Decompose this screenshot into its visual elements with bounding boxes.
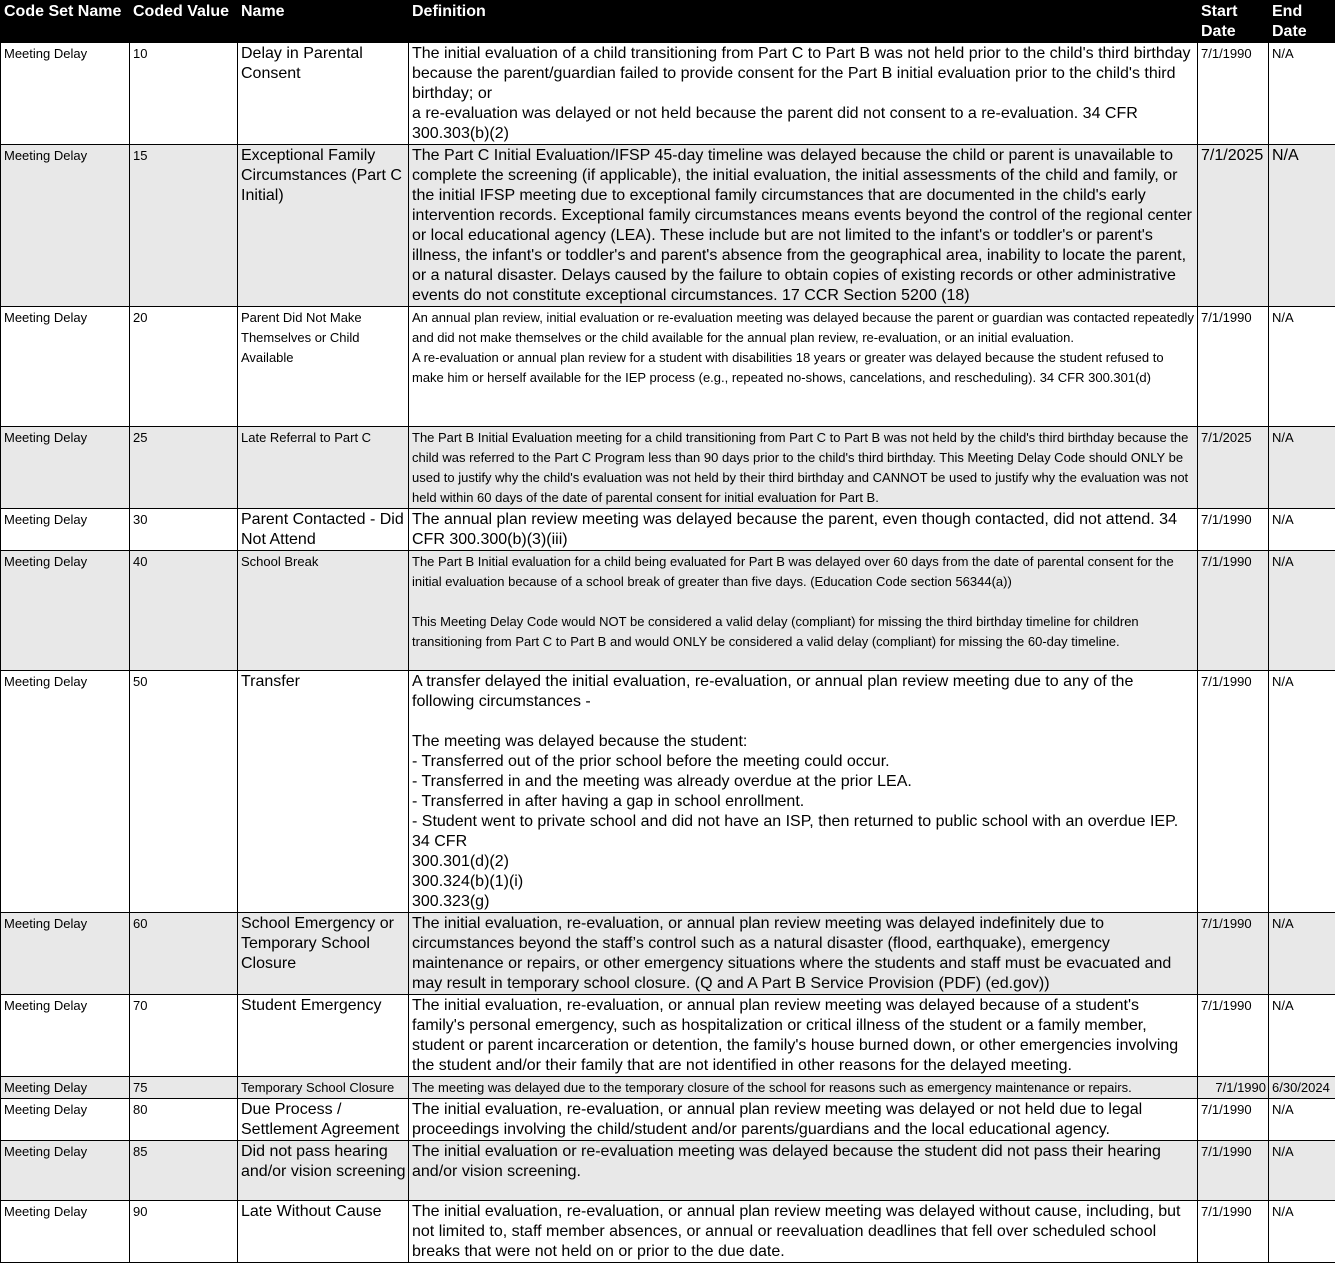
end-date-cell: N/A: [1269, 1099, 1335, 1141]
definition-cell: The initial evaluation of a child transitioning from Part C to Part B was not held prior to the child's third birthday because the parent/guardian failed to provide consent for the Part B initial evaluation prior to the child's third birthday; or a re-evaluation was delayed or not held because the parent did not consent to a re-evaluation. 34 CFR 300.303(b)(2): [409, 43, 1198, 145]
definition-cell: The initial evaluation, re-evaluation, or annual plan review meeting was delayed or not held due to legal proceedings involving the child/student and/or parents/guardians and the local educational agency.: [409, 1099, 1198, 1141]
end-date-cell: N/A: [1269, 307, 1335, 427]
end-date-cell: N/A: [1269, 427, 1335, 509]
name-cell: School Break: [238, 551, 409, 671]
table-row: [1, 307, 1335, 427]
name-cell: Due Process / Settlement Agreement: [238, 1099, 409, 1141]
table-row: [1, 1201, 1335, 1263]
header-code-set-name: Code Set Name: [1, 1, 130, 43]
definition-cell: An annual plan review, initial evaluation or re-evaluation meeting was delayed because the parent or guardian was contacted repeatedly and did not make themselves or the child available for the annual plan review, re-evaluation, or an initial evaluation. A re-evaluation or annual plan review for a student with disabilities 18 years or greater was delayed because the student refused to make him or herself available for the IEP process (e.g., repeated no-shows, cancelations, and rescheduling). 34 CFR 300.301(d): [409, 307, 1198, 427]
name-cell: Parent Contacted - Did Not Attend: [238, 509, 409, 551]
table-row: [1, 551, 1335, 671]
coded-value-cell: 80: [130, 1099, 238, 1141]
table-row: [1, 913, 1335, 995]
code-set-cell: Meeting Delay: [1, 1201, 130, 1263]
table-row: [1, 509, 1335, 551]
definition-cell: The annual plan review meeting was delayed because the parent, even though contacted, did not attend. 34 CFR 300.300(b)(3)(iii): [409, 509, 1198, 551]
code-set-cell: Meeting Delay: [1, 43, 130, 145]
table-row: [1, 1099, 1335, 1141]
definition-cell: The initial evaluation or re-evaluation meeting was delayed because the student did not pass their hearing and/or vision screening.: [409, 1141, 1198, 1201]
coded-value-cell: 40: [130, 551, 238, 671]
header-definition: Definition: [409, 1, 1198, 43]
name-cell: Transfer: [238, 671, 409, 913]
definition-cell: The Part B Initial Evaluation meeting for a child transitioning from Part C to Part B was not held by the child's third birthday because the child was referred to the Part C Program less than 90 days prior to the child's third birthday. This Meeting Delay Code should ONLY be used to justify why the child's evaluation was not held by their third birthday and CANNOT be used to justify why the evaluation was not held within 60 days of the date of parental consent for initial evaluation for Part B.: [409, 427, 1198, 509]
code-set-cell: Meeting Delay: [1, 427, 130, 509]
code-set-cell: Meeting Delay: [1, 1141, 130, 1201]
start-date-cell: 7/1/1990: [1198, 509, 1269, 551]
name-cell: School Emergency or Temporary School Closure: [238, 913, 409, 995]
definition-cell: The initial evaluation, re-evaluation, or annual plan review meeting was delayed without cause, including, but not limited to, staff member absences, or annual or reevaluation deadlines that fell over scheduled school breaks that were not held on or prior to the due date.: [409, 1201, 1198, 1263]
code-set-cell: Meeting Delay: [1, 307, 130, 427]
code-set-cell: Meeting Delay: [1, 509, 130, 551]
coded-value-cell: 20: [130, 307, 238, 427]
name-cell: Exceptional Family Circumstances (Part C Initial): [238, 145, 409, 307]
coded-value-cell: 25: [130, 427, 238, 509]
table-row: [1, 427, 1335, 509]
start-date-cell: 7/1/1990: [1198, 307, 1269, 427]
definition-cell: The Part B Initial evaluation for a child being evaluated for Part B was delayed over 60 days from the date of parental consent for the initial evaluation because of a school break of greater than five days. (Education Code section 56344(a)) This Meeting Delay Code would NOT be considered a valid delay (compliant) for missing the third birthday timeline for children transitioning from Part C to Part B and would ONLY be considered a valid delay (compliant) for missing the 60-day timeline.: [409, 551, 1198, 671]
coded-value-cell: 85: [130, 1141, 238, 1201]
header-start-date: Start Date: [1198, 1, 1269, 43]
name-cell: Late Referral to Part C: [238, 427, 409, 509]
code-set-cell: Meeting Delay: [1, 551, 130, 671]
definition-cell: The Part C Initial Evaluation/IFSP 45-day timeline was delayed because the child or parent is unavailable to complete the screening (if applicable), the initial evaluation, the initial assessments of the child and family, or the initial IFSP meeting due to exceptional family circumstances that are documented in the child's early intervention records. Exceptional family circumstances means events beyond the control of the regional center or local educational agency (LEA). These include but are not limited to the infant's or toddler's or parent's illness, the infant's or toddler's and parent's absence from the geographical area, inability to locate the parent, or a natural disaster. Delays caused by the failure to obtain copies of existing records or other administrative events do not constitute exceptional circumstances. 17 CCR Section 5200 (18): [409, 145, 1198, 307]
code-set-cell: Meeting Delay: [1, 913, 130, 995]
header-end-date: End Date: [1269, 1, 1335, 43]
header-row: [1, 1, 1335, 43]
end-date-cell: 6/30/2024: [1269, 1077, 1335, 1099]
end-date-cell: N/A: [1269, 913, 1335, 995]
name-cell: Late Without Cause: [238, 1201, 409, 1263]
start-date-cell: 7/1/2025: [1198, 145, 1269, 307]
coded-value-cell: 90: [130, 1201, 238, 1263]
end-date-cell: N/A: [1269, 1201, 1335, 1263]
name-cell: Parent Did Not Make Themselves or Child Available: [238, 307, 409, 427]
coded-value-cell: 75: [130, 1077, 238, 1099]
start-date-cell: 7/1/1990: [1198, 1201, 1269, 1263]
header-coded-value: Coded Value: [130, 1, 238, 43]
table-row: [1, 145, 1335, 307]
code-set-cell: Meeting Delay: [1, 671, 130, 913]
code-set-cell: Meeting Delay: [1, 1077, 130, 1099]
start-date-cell: 7/1/1990: [1198, 1099, 1269, 1141]
code-set-cell: Meeting Delay: [1, 145, 130, 307]
start-date-cell: 7/1/1990: [1198, 913, 1269, 995]
table-row: [1, 671, 1335, 913]
end-date-cell: N/A: [1269, 43, 1335, 145]
header-name: Name: [238, 1, 409, 43]
code-set-cell: Meeting Delay: [1, 1099, 130, 1141]
end-date-cell: N/A: [1269, 671, 1335, 913]
name-cell: Delay in Parental Consent: [238, 43, 409, 145]
start-date-cell: 7/1/2025: [1198, 427, 1269, 509]
definition-cell: A transfer delayed the initial evaluation, re-evaluation, or annual plan review meeting due to any of the following circumstances - The meeting was delayed because the student: - Transferred out of the prior school before the meeting could occur. - Transferred in and the meeting was already overdue at the prior LEA. - Transferred in after having a gap in school enrollment. - Student went to private school and did not have an ISP, then returned to public school with an overdue IEP. 34 CFR 300.301(d)(2) 300.324(b)(1)(i) 300.323(g): [409, 671, 1198, 913]
name-cell: Student Emergency: [238, 995, 409, 1077]
name-cell: Did not pass hearing and/or vision screening: [238, 1141, 409, 1201]
coded-value-cell: 10: [130, 43, 238, 145]
table-row: [1, 1077, 1335, 1099]
end-date-cell: N/A: [1269, 995, 1335, 1077]
coded-value-cell: 15: [130, 145, 238, 307]
end-date-cell: N/A: [1269, 509, 1335, 551]
code-set-cell: Meeting Delay: [1, 995, 130, 1077]
start-date-cell: 7/1/1990: [1198, 1141, 1269, 1201]
start-date-cell: 7/1/1990: [1198, 43, 1269, 145]
start-date-cell: 7/1/1990: [1198, 671, 1269, 913]
start-date-cell: 7/1/1990: [1198, 1077, 1269, 1099]
coded-value-cell: 30: [130, 509, 238, 551]
table-row: [1, 1141, 1335, 1201]
coded-value-cell: 70: [130, 995, 238, 1077]
end-date-cell: N/A: [1269, 1141, 1335, 1201]
name-cell: Temporary School Closure: [238, 1077, 409, 1099]
table-row: [1, 995, 1335, 1077]
definition-cell: The initial evaluation, re-evaluation, or annual plan review meeting was delayed because of a student's family's personal emergency, such as hospitalization or critical illness of the student or a family member, student or parent incarceration or detention, the family's house burned down, or other emergencies involving the student and/or their family that are not identified in other reasons for the delayed meeting.: [409, 995, 1198, 1077]
start-date-cell: 7/1/1990: [1198, 551, 1269, 671]
start-date-cell: 7/1/1990: [1198, 995, 1269, 1077]
coded-value-cell: 50: [130, 671, 238, 913]
table-row: [1, 43, 1335, 145]
definition-cell: The initial evaluation, re-evaluation, or annual plan review meeting was delayed indefinitely due to circumstances beyond the staff’s control such as a natural disaster (flood, earthquake), emergency maintenance or repairs, or other emergency situations where the students and staff must be evacuated and may result in temporary school closure. (Q and A Part B Service Provision (PDF) (ed.gov)): [409, 913, 1198, 995]
definition-cell: The meeting was delayed due to the temporary closure of the school for reasons such as emergency maintenance or repairs.: [409, 1077, 1198, 1099]
end-date-cell: N/A: [1269, 145, 1335, 307]
coded-value-cell: 60: [130, 913, 238, 995]
end-date-cell: N/A: [1269, 551, 1335, 671]
